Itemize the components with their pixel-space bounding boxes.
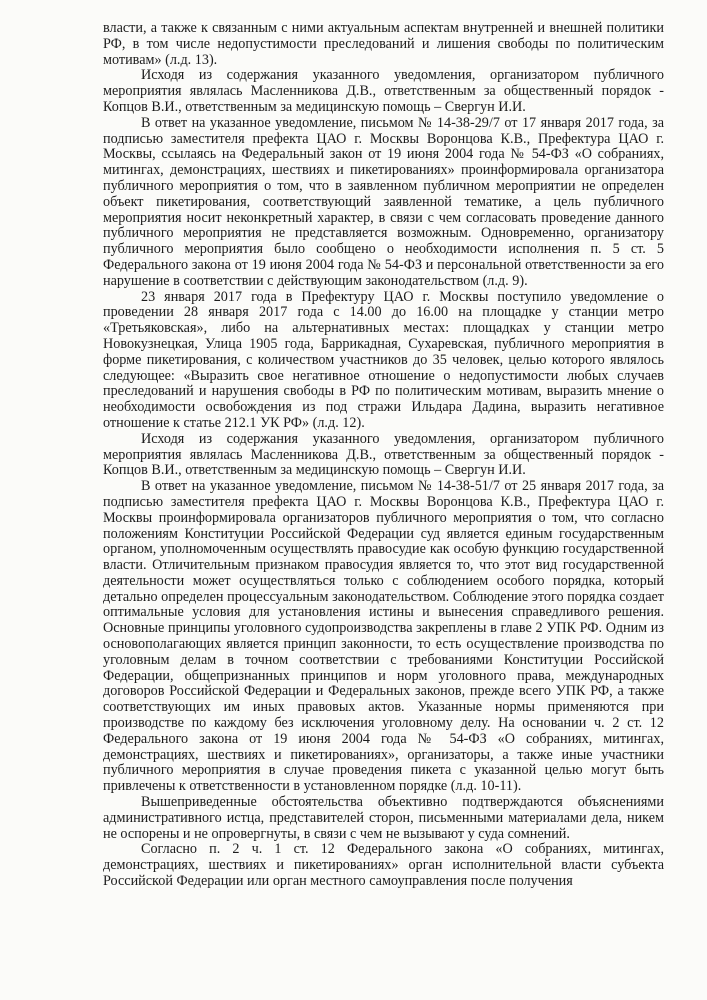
paragraph-notification-jan-23: 23 января 2017 года в Префектуру ЦАО г. Москвы поступило уведомление о проведении 28 января 2017 года с 14.00 до 16.00 на площадке у станции метро «Третьяковская», либо на альтернативных местах: площадках у станции метро Новокузнецкая, Улица 1905 года, Баррикадная, Сухаревская, публичного мероприятия в форме пикетирования, с количеством участников до 35 человек, целью которого являлось следующее: «Выразить свое негативное отношение о недопустимости любых случаев преследований и нарушения свободы в РФ по политическим мотивам, выразить мнение о необходимости освобождения из под стражи Ильдара Дадина, выразить негативное отношение к статье 212.1 УК РФ» (л.д. 12). xyxy=(103,288,664,431)
paragraph-evidence: Вышеприведенные обстоятельства объективно подтверждаются объяснениями административного истца, представителей сторон, письменными материалами дела, никем не оспорены и не опровергнуты, в связи с чем не вызывают у суда сомнений. xyxy=(103,794,664,842)
paragraph-response-letter-1: В ответ на указанное уведомление, письмом № 14-38-29/7 от 17 января 2017 года, за подписью заместителя префекта ЦАО г. Москвы Воронцова К.В., Префектура ЦАО г. Москвы, ссылаясь на Федеральный закон от 19 июня 2004 года № 54-ФЗ «О собраниях, митингах, демонстрациях, шествиях и пикетированиях» проинформировала организатора публичного мероприятия о том, что в заявленном публичном мероприятии не определен объект пикетирования, соответствующий заявленной тематике, а цель публичного мероприятия носит неконкретный характер, в связи с чем согласовать проведение данного публичного мероприятия не представляется возможным. Одновременно, организатору публичного мероприятия было сообщено о необходимости исполнения п. 5 ст. 5 Федерального закона от 19 июня 2004 года № 54-ФЗ и персональной ответственности за его нарушение в соответствии с действующим законодательством (л.д. 9). xyxy=(103,114,664,289)
paragraph-continuation: власти, а также к связанным с ними актуальным аспектам внутренней и внешней политики РФ, в том числе недопустимости преследований и лишения свободы по политическим мотивам» (л.д. 13). xyxy=(103,20,664,68)
paragraph-organizers-2: Исходя из содержания указанного уведомления, организатором публичного мероприятия являлась Масленникова Д.В., ответственным за общественный порядок - Копцов В.И., ответственным за медицинскую помощь – Свергун И.И. xyxy=(103,430,664,479)
paragraph-response-letter-2: В ответ на указанное уведомление, письмом № 14-38-51/7 от 25 января 2017 года, за подписью заместителя префекта ЦАО г. Москвы Воронцова К.В., Префектура ЦАО г. Москвы проинформировала организаторов публичного мероприятия о том, что согласно положениям Конституции Российской Федерации суд является единым государственным органом, уполномоченным осуществлять правосудие как особую функцию государственной власти. Отличительным признаком правосудия является то, что этот вид государственной деятельности может осуществляться только с соблюдением особого порядка, который детально определен процессуальным законодательством. Соблюдение этого порядка создает оптимальные условия для установления истины и вынесения справедливого решения. Основные принципы уголовного судопроизводства закреплены в главе 2 УПК РФ. Одним из основополагающих является принцип законности, то есть осуществление производства по уголовным делам в точном соответствии с требованиями Конституции Российской Федерации, общепризнанных принципов и норм уголовного права, международных договоров Российской Федерации и Федеральных законов, прежде всего УПК РФ, а также соответствующих им иных правовых актов. Указанные нормы применяются при производстве по каждому без исключения уголовному делу. На основании ч. 2 ст. 12 Федерального закона от 19 июня 2004 года № 54-ФЗ «О собраниях, митингах, демонстрациях, шествиях и пикетированиях», организаторы, а также иные участники публичного мероприятия в случае проведения пикета с указанной целью могут быть привлечены к ответственности в установленном порядке (л.д. 10-11). xyxy=(103,478,664,795)
paragraph-law-reference: Согласно п. 2 ч. 1 ст. 12 Федерального закона «О собраниях, митингах, демонстрациях, шествиях и пикетированиях» орган исполнительной власти субъекта Российской Федерации или орган местного самоуправления после получения xyxy=(103,841,664,890)
document-body xyxy=(103,21,664,890)
paragraph-organizers-1: Исходя из содержания указанного уведомления, организатором публичного мероприятия являлась Масленникова Д.В., ответственным за общественный порядок - Копцов В.И., ответственным за медицинскую помощь – Свергун И.И. xyxy=(103,67,664,115)
